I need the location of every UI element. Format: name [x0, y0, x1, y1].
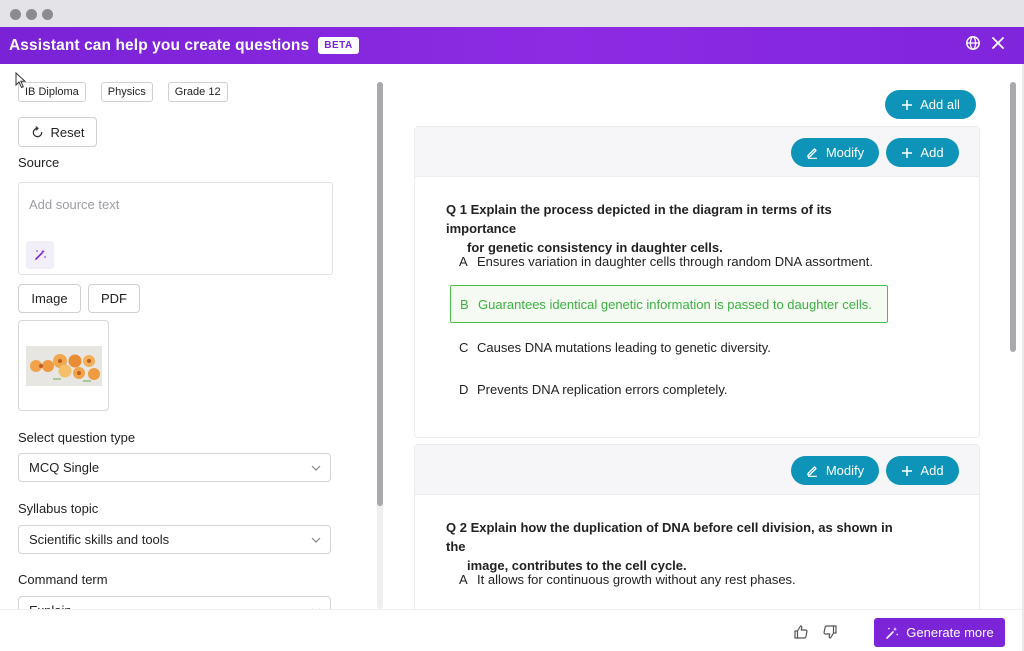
question-type-select[interactable]: [18, 453, 331, 482]
generate-more-button[interactable]: [874, 618, 1005, 647]
pdf-button[interactable]: [88, 284, 140, 313]
chevron-down-icon: [310, 534, 322, 546]
question-type-value: MCQ Single: [29, 460, 100, 475]
add-all-label: Add all: [920, 97, 960, 112]
source-label: Source: [18, 155, 60, 170]
option-a-letter: A: [459, 572, 468, 587]
question-2-line-2: image, contributes to the cell cycle.: [467, 558, 687, 573]
image-button[interactable]: [18, 284, 81, 313]
assistant-header: [0, 27, 1024, 64]
globe-icon[interactable]: [965, 35, 981, 51]
window-minimize-control[interactable]: [26, 9, 37, 20]
tag-curriculum[interactable]: IB Diploma: [18, 82, 86, 102]
pencil-icon: [806, 146, 819, 159]
questions-scrollbar-thumb[interactable]: [1010, 82, 1016, 352]
question-type-label: Select question type: [18, 430, 136, 445]
source-placeholder: Add source text: [29, 197, 120, 212]
question-2-text: [446, 518, 896, 575]
option-a[interactable]: [459, 572, 796, 587]
thumbs-up-icon[interactable]: [793, 624, 809, 640]
mouse-cursor-icon: [15, 72, 27, 89]
header-title: Assistant can help you create questions: [9, 36, 310, 54]
thumbs-down-icon[interactable]: [822, 624, 838, 640]
modify-button[interactable]: [791, 456, 879, 485]
plus-icon: [901, 147, 913, 159]
magic-wand-icon: [33, 248, 47, 262]
add-label: Add: [920, 145, 944, 160]
add-label: Add: [920, 463, 944, 478]
footer-bar: [0, 609, 1022, 651]
image-button-label: Image: [31, 291, 68, 306]
settings-scrollbar-thumb[interactable]: [377, 82, 383, 506]
question-1-line-1: Explain the process depicted in the diagram in terms of its importance: [446, 202, 832, 236]
uploaded-image-thumbnail[interactable]: [18, 320, 109, 411]
chevron-down-icon: [310, 462, 322, 474]
option-a-text: Ensures variation in daughter cells through random DNA assortment.: [477, 254, 873, 269]
add-all-button[interactable]: [885, 90, 976, 119]
magic-wand-button[interactable]: [26, 241, 54, 269]
option-d-letter: D: [459, 382, 469, 397]
option-b-correct[interactable]: [450, 285, 888, 323]
option-a-text: It allows for continuous growth without any rest phases.: [477, 572, 796, 587]
window-titlebar: [0, 0, 1024, 27]
option-d-text: Prevents DNA replication errors completely.: [477, 382, 728, 397]
option-d[interactable]: [459, 382, 727, 397]
option-b-text: Guarantees identical genetic information is passed to daughter cells.: [478, 296, 872, 312]
plus-icon: [901, 465, 913, 477]
option-c[interactable]: [459, 340, 771, 355]
question-1-line-2: for genetic consistency in daughter cells.: [467, 240, 723, 255]
question-1-number: Q 1: [446, 202, 467, 217]
modify-label: Modify: [825, 463, 865, 478]
modify-label: Modify: [825, 145, 865, 160]
question-2-number: Q 2: [446, 520, 467, 535]
pencil-icon: [806, 464, 819, 477]
question-2-line-1: Explain how the duplication of DNA before cell division, as shown in the: [446, 520, 893, 554]
tag-grade[interactable]: Grade 12: [168, 82, 228, 102]
magic-wand-icon: [885, 626, 899, 640]
command-term-label: Command term: [18, 572, 108, 587]
questions-panel: [386, 64, 1007, 609]
reset-label: Reset: [50, 124, 85, 140]
cell-division-diagram-image: [19, 321, 110, 412]
reset-icon: [31, 126, 44, 139]
reset-button[interactable]: [18, 117, 97, 147]
option-b-letter: B: [460, 296, 469, 312]
generate-more-label: Generate more: [906, 625, 994, 640]
syllabus-topic-select[interactable]: [18, 525, 331, 554]
tag-subject[interactable]: Physics: [101, 82, 153, 102]
window-maximize-control[interactable]: [42, 9, 53, 20]
syllabus-topic-label: Syllabus topic: [18, 501, 99, 516]
question-1-text: [446, 200, 896, 257]
modify-button[interactable]: [791, 138, 879, 167]
assistant-body: [0, 64, 1022, 651]
add-button[interactable]: [886, 456, 959, 485]
question-card-1: [414, 126, 980, 438]
option-c-text: Causes DNA mutations leading to genetic diversity.: [477, 340, 771, 355]
pdf-button-label: PDF: [101, 291, 127, 306]
plus-icon: [901, 99, 913, 111]
close-icon[interactable]: [990, 35, 1006, 51]
tag-list: [18, 82, 228, 102]
source-textarea[interactable]: [18, 182, 333, 275]
add-button[interactable]: [886, 138, 959, 167]
window-close-control[interactable]: [10, 9, 21, 20]
option-a[interactable]: [459, 254, 873, 269]
option-c-letter: C: [459, 340, 469, 355]
beta-badge: BETA: [318, 37, 358, 54]
syllabus-topic-value: Scientific skills and tools: [29, 532, 170, 547]
settings-panel: [0, 64, 370, 609]
option-a-letter: A: [459, 254, 468, 269]
